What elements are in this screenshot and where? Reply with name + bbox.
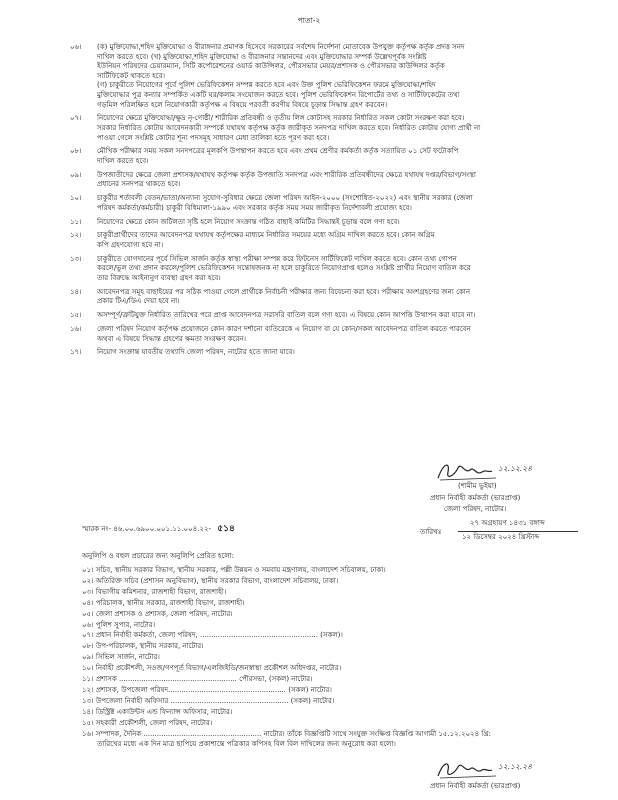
condition-text-line: চাকুরীতে যোগদানের পূর্বে সিভিল সার্জন কর্তৃক স্বাস্থ্য পরীক্ষা সম্পন্ন করে ফিটনেস সার্টিফিকেট দাখিল করতে হবে। কোন তথ্য গোপন (97, 254, 457, 263)
condition-number: ১৫। (70, 311, 82, 320)
distribution-item: ০১। সচিব, স্থানীয় সরকার বিভাগ, স্থানীয় সরকার, পল্লী উন্নয়ন ও সমবায় মন্ত্রণালয়, বাংলাদেশ সচিবালয়, ঢাকা। (82, 566, 386, 574)
distribution-item: ০২। অতিরিক্ত সচিব (প্রশাসন অনুবিভাগ), স্থানীয় সরকার বিভাগ, বাংলাদেশ সচিবালয়, ঢাকা। (82, 576, 339, 585)
memo-ref-number: ৫১৪ (217, 524, 235, 534)
distribution-item: ০৪। পরিচালক, স্থানীয় সরকার, রাজশাহী বিভাগ, রাজশাহী। (82, 598, 245, 607)
signatory-name: (শামীম ভুইয়া) (458, 482, 497, 490)
condition-number: ০৭। (70, 114, 82, 123)
condition-number: ১০। (70, 194, 82, 203)
condition-text-line: গড়মিল পরিলক্ষিত হলে নিয়োগকারী কর্তৃপক্ষ এ বিষয়ে পরবর্তী করণীয় বিষয়ে চূড়ান্ত সিদ্ধান্ত গ্রহণ করবেন। (97, 100, 388, 109)
condition-text-line: সরকার নির্ধারিত কোটায় আবেদনকারী সম্পর্কে যথাযথ কর্তৃপক্ষ কর্তৃক জারীকৃত সনদপত্র দাখিল করতে হবে। নির্ধারিত কোটায় যোগ্য প্রার্থী না (97, 124, 481, 132)
condition-number: ১১। (70, 217, 82, 226)
condition-text-line: ইউনিয়ন পরিষদের চেয়ারম্যান, সিটি কর্পোরেশনের ওয়ার্ড কাউন্সিলর, পৌরসভার মেয়র/প্রশাসক ও পৌরসভার কাউন্সিলর কর্তৃক (97, 62, 445, 71)
memo-ref (82, 525, 235, 535)
condition-text-line: নিয়োগ সংক্রান্ত যাবতীয় তথ্যাদি জেলা পরিষদ, নাটোর হতে জানা যাবে। (97, 348, 295, 357)
condition-text-line: দাখিল করতে হবে। (খ) মুক্তিযোদ্ধা,শহিদ মুক্তিযোদ্ধা ও বীরাঙ্গনার সন্তানদের এবং মুক্তিযোদ্ধার সম্পর্ক উল্লেখপূর্বক সংশ্লিষ্ট (97, 52, 427, 61)
distribution-item: ১০। নির্বাহী প্রকৌশলী, সওজ/গণপূর্ত বিভাগ/এলজিইডি/জনস্বাস্থ্য প্রকৌশল অধিদপ্তর, নাটোর। (82, 664, 342, 673)
condition-text-line: উপজাতীদের ক্ষেত্রে জেলা প্রশাসক/যথাযথ কর্তৃপক্ষ কর্তৃক উপজাতি সনদপত্র এবং শারীরিক প্রতিবন্ধীদের ক্ষেত্রে যথাযথ দপ্তর/বিভাগ/সংস্থা (97, 170, 476, 179)
condition-text-line: দাখিল করতে হবে। (97, 157, 149, 165)
condition-number: ০৬। (70, 43, 82, 51)
condition-text-line: (গ) চাকুরীতে নিয়োগের পূর্বে পুলিশ ভেরিফিকেশন সম্পন্ন করতে হবে এবং উক্ত পুলিশ ভেরিফিকেশন ফরমে মুক্তিযোদ্ধা/শহিদ (97, 81, 436, 90)
distribution-item: ০৫। জেলা প্রশাসক ও প্রশাসক, জেলা পরিষদ, নাটোর। (82, 609, 233, 618)
condition-text-line: প্রধানের সনদপত্র থাকতে হবে। (97, 180, 181, 189)
signature-block-1 (430, 458, 590, 516)
condition-text-line: আবেদনপত্র সমূহ বাছাইয়ের পর সঠিক পাওয়া গেলে প্রার্থীকে নির্বাচনী পরীক্ষার জন্য বিবেচনা করা হবে। পরীক্ষায় অংশগ্রহণের জন্য কোন (97, 287, 471, 296)
condition-number: ১২। (70, 231, 82, 240)
memo-ref-value: ৪৬.০০.৬৯০০.০০১.১১.০০৪.২২- (113, 525, 212, 533)
signatory-title: প্রধান নির্বাহী কর্মকর্তা (ভারপ্রাপ্ত) (430, 494, 521, 502)
condition-text-line: অসম্পূর্ণ/ত্রুটিযুক্ত নির্ধারিত তারিখের পরে প্রাপ্ত আবেদনপত্র সরাসরি বাতিল বলে গণ্য হবে। এ বিষয়ে কোন আপত্তি উত্থাপন করা যাবে না। (97, 311, 476, 320)
condition-text-line: (ক) মুক্তিযোদ্ধা,শহিদ মুক্তিযোদ্ধা ও বীরাঙ্গনার প্রমাণক হিসেবে সরকারের সর্বশেষ নির্দেশনা মোতাবেক উপযুক্ত কর্তৃপক্ষ কর্তৃক প্রদত্ত সনদ (97, 43, 465, 51)
condition-number: ১৪। (70, 287, 82, 296)
condition-text-line: নিয়োগের ক্ষেত্রে মুক্তিযোদ্ধা/ক্ষুদ্র নৃ-গোষ্ঠী/ শারীরিক প্রতিবন্ধী ও তৃতীয় লিঙ্গ কোটাসহ সরকার নির্ধারিত সকল কোটা সংরক্ষণ করা হবে। (97, 114, 465, 123)
condition-text-line: করলে/ভুল তথ্য প্রদান করলে/পুলিশ ভেরিফিকেশন সন্তোষজনক না হলে চাকুরিতে নিয়োগপ্রাপ্ত হলেও সংশ্লিষ্ট প্রার্থীর নিয়োগ বাতিল করে (97, 264, 471, 273)
condition-text-line: পাওয়া গেলে সংশ্লিষ্ট কোটার শূন্য পদসমূহ সাধারণ মেধা তালিকা হতে পূরণ করা হবে। (97, 133, 330, 142)
condition-text-line: চাকুরীর শর্তাবলী বেতন/ভাতা/অন্যান্য সুযোগ-সুবিধার ক্ষেত্রে জেলা পরিষদ আইন-২০০০ (সংশোধিত-২০২২) এবং স্থানীয় সরকার (জেলা (97, 194, 473, 203)
distribution-item: ১৫। সহকারী প্রকৌশলী, জেলা পরিষদ, নাটোর। (82, 718, 213, 727)
distribution-item: ০৬। পুলিশ সুপার, নাটোর। (82, 620, 156, 629)
condition-number: ১৩। (70, 254, 82, 263)
memo-date-label: তারিখঃ (420, 528, 442, 536)
distribution-item: ০৮। উপ-পরিচালক, স্থানীয় সরকার, নাটোর। (82, 642, 204, 651)
condition-text-line: কপি গ্রহণযোগ্য হবে না। (97, 241, 164, 249)
memo-ref-label: স্মারক নং- (82, 525, 112, 533)
distribution-item: ১৬। সম্পাদক, দৈনিক ..................................................... নাটোর। তাঁকে বিজ্ঞপ্তিটি সাথে সংযুক্ত সংক্ষিপ্ত বিজ্ঞপ্তি আগামী ১৫.১২.২০২৪ খ্রি: (82, 729, 491, 738)
page-number: পাতা-২ (297, 16, 321, 25)
condition-text-line: পরিষদ কর্মকর্তা/কর্মচারী) চাকুরী বিধিমালা-১৯৯০ এবং সরকার কর্তৃক সময় সময় জারীকৃত নির্দেশাবলী প্রযোজ্য হবে। (97, 203, 412, 212)
signatory-title: প্রধান নির্বাহী কর্মকর্তা (ভারপ্রাপ্ত) (430, 782, 521, 790)
condition-text-line: জেলা পরিষদ নিয়োগ কর্তৃপক্ষ প্রয়োজনে কোন কারণ দর্শানো ব্যতিরেকে এ নিয়োগ বা যে কোন/সকল আবেদনপত্র বাতিল করতে পারবেন (97, 325, 471, 333)
condition-text-line: মৌখিক পরীক্ষার সময় সকল সনদপত্রের মূলকপি উপস্থাপন করতে হবে এবং প্রথম শ্রেণীর কর্মকর্তা কর্তৃক সত্যায়িত ০১ সেট ফটোকপি (97, 147, 459, 156)
distribution-item: ০৯। সিভিল সার্জন, নাটোর। (82, 653, 160, 662)
distribution-item: ১১। প্রশাসক ..................................................... পৌরসভা, (সকল) নাটোর। (82, 675, 313, 683)
condition-number: ০৯। (70, 170, 82, 179)
distribution-item: ১৩। উপজেলা নির্বাহী অফিসার ..................................................... (সকল) নাটোর। (82, 696, 335, 705)
distribution-item: ০৭। প্রধান নির্বাহী কর্মকর্তা, জেলা পরিষদ, ..................................................... (সকল)। (82, 631, 343, 640)
signature-date: ১২.১২.২৪ (498, 464, 532, 473)
date-divider (458, 531, 578, 532)
distribution-intro: অনুলিপি ও বহুল প্রচারের জন্য অনুলিপি প্রেরিত হলো: (82, 552, 235, 560)
distribution-item: তারিখের মধ্যে এক দিন মাত্র ছাপিয়ে প্রকাশান্তে পত্রিকার কপিসহ বিল বিল দাখিলের জন্য অনুরোধ করা হলো। (97, 740, 396, 749)
signature-date: ১২.১২.২৪ (498, 762, 532, 771)
condition-number: ১৭। (70, 348, 82, 357)
condition-text-line: চাকুরীপ্রার্থীদের তাদের আবেদনপত্র যথাযথ কর্তৃপক্ষের মাধ্যমে নির্ধারিত সময়ের মধ্যে অগ্রিম দাখিল করতে হবে। কোন অগ্রিম (97, 231, 435, 240)
distribution-item: ১২। প্রশাসক, উপজেলা পরিষদ..................................................... (সকল) নাটোর। (82, 685, 332, 694)
condition-text-line: প্রকার টিএ/ডিএ দেয়া হবে না। (97, 297, 180, 306)
condition-text-line: তার বিরুদ্ধে আইনানুগ ব্যবস্থা গ্রহণ করা হবে। (97, 274, 221, 282)
condition-number: ১৬। (70, 325, 82, 333)
signatory-office: জেলা পরিষদ, নাটোর। (444, 505, 507, 513)
memo-date-english: ১২ ডিসেম্বর ২০২৪ খ্রিস্টাব্দ (462, 533, 540, 541)
condition-text-line: নিয়োগের ক্ষেত্রে কোন জটিলতা সৃষ্টি হলে নিয়োগ সংক্রান্ত গঠিত বাছাই কমিটির সিদ্ধান্তই চূড়ান্ত বলে গণ্য হবে। (97, 217, 400, 226)
condition-text-line: মুক্তিযোদ্ধার পুত্র কন্যার সম্পর্কিত একটি ঘর/কলাম সংযোজন করতে হবে। পুলিশ ভেরিফিকেশন রিপোর্টের তথ্য ও সার্টিফিকেটের তথ্য (97, 91, 460, 99)
distribution-item: ১৪। ডিস্ট্রিক্ট একাউন্টস এন্ড ফিন্যান্স অফিসার, নাটোর। (82, 707, 233, 716)
signature-block-2 (430, 758, 600, 798)
distribution-item: ০৩। বিভাগীয় কমিশনার, রাজশাহী বিভাগ, রাজশাহী। (82, 587, 227, 596)
condition-text-line: অথবা এ বিষয়ে সিদ্ধান্ত গ্রহণের ক্ষমতা সংরক্ষণ করেন। (97, 334, 247, 343)
condition-text-line: সার্টিফিকেট থাকতে হবে। (97, 71, 165, 80)
memo-date-bangla: ২৭ অগ্রহায়ণ ১৪৩১ বঙ্গাব্দ (470, 519, 545, 527)
condition-number: ০৮। (70, 147, 82, 156)
